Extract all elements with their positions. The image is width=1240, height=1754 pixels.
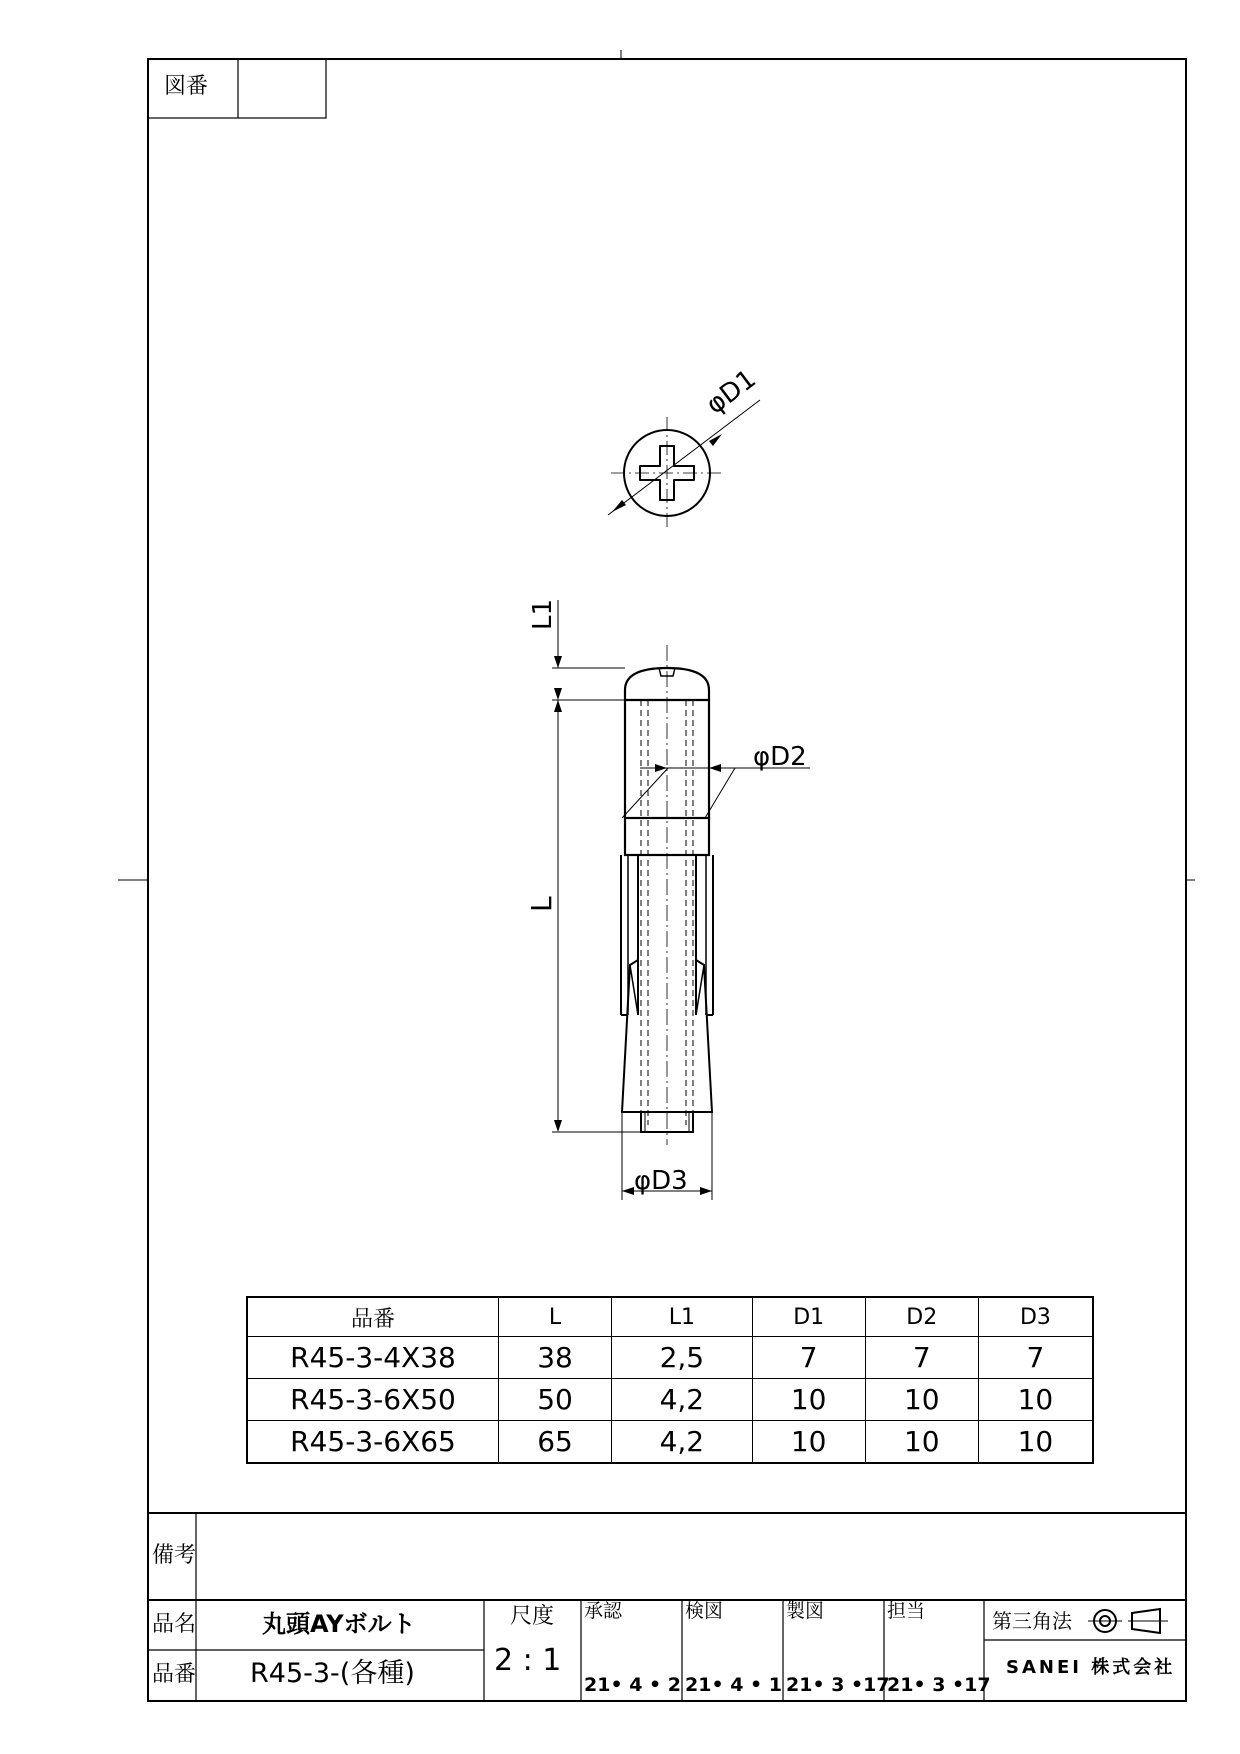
charge-date: 21• 3 •17	[887, 1674, 991, 1696]
col-header-part-no: 品番	[247, 1297, 499, 1337]
company-name: SANEI 株式会社	[1006, 1657, 1176, 1678]
number-label: 品番	[152, 1662, 197, 1687]
dimension-table	[246, 1296, 1094, 1464]
col-header-l1: L1	[612, 1297, 753, 1337]
cell-l: 65	[499, 1420, 612, 1463]
col-header-l: L	[499, 1297, 612, 1337]
drawing-no-label: 図番	[164, 74, 209, 99]
cell-d1: 7	[752, 1337, 865, 1379]
col-header-d2: D2	[865, 1297, 978, 1337]
dim-label-d1: φD1	[700, 364, 762, 421]
projection-symbol	[1088, 1609, 1168, 1633]
check-label: 検図	[685, 1600, 724, 1622]
cell-l1: 4,2	[612, 1378, 753, 1420]
charge-label: 担当	[887, 1600, 926, 1622]
approval-date: 21• 4 • 2	[584, 1674, 682, 1696]
cell-part-no: R45-3-6X50	[247, 1378, 499, 1420]
cell-d2: 7	[865, 1337, 978, 1379]
scale-value: 2 : 1	[494, 1643, 562, 1678]
cell-l1: 4,2	[612, 1420, 753, 1463]
drawn-date: 21• 3 •17	[786, 1674, 890, 1696]
dim-label-l1: L1	[528, 598, 558, 630]
col-header-d1: D1	[752, 1297, 865, 1337]
cell-l: 50	[499, 1378, 612, 1420]
cell-d2: 10	[865, 1378, 978, 1420]
name-label: 品名	[152, 1612, 197, 1637]
table-row	[247, 1378, 1093, 1420]
drawn-label: 製図	[786, 1600, 825, 1622]
projection-label: 第三角法	[992, 1609, 1072, 1633]
dim-label-d2: φD2	[753, 742, 807, 772]
cell-part-no: R45-3-6X65	[247, 1420, 499, 1463]
remarks-label: 備考	[152, 1543, 197, 1568]
table-header-row	[247, 1297, 1093, 1337]
dim-label-l: L	[525, 896, 558, 912]
cell-d1: 10	[752, 1378, 865, 1420]
cell-part-no: R45-3-4X38	[247, 1337, 499, 1379]
cell-d3: 7	[978, 1337, 1093, 1379]
table-row	[247, 1337, 1093, 1379]
check-date: 21• 4 • 1	[685, 1674, 783, 1696]
dim-label-d3: φD3	[634, 1166, 688, 1196]
col-header-d3: D3	[978, 1297, 1093, 1337]
approval-label: 承認	[584, 1600, 623, 1622]
cell-l1: 2,5	[612, 1337, 753, 1379]
cell-d1: 10	[752, 1420, 865, 1463]
cell-l: 38	[499, 1337, 612, 1379]
cell-d3: 10	[978, 1378, 1093, 1420]
name-value: 丸頭AYボルト	[262, 1610, 416, 1638]
head-top-view	[608, 400, 760, 529]
number-value: R45-3-(各種)	[250, 1658, 415, 1689]
scale-label: 尺度	[510, 1604, 555, 1629]
bolt-side-view	[552, 600, 810, 1200]
cell-d3: 10	[978, 1420, 1093, 1463]
table-row	[247, 1420, 1093, 1463]
cell-d2: 10	[865, 1420, 978, 1463]
